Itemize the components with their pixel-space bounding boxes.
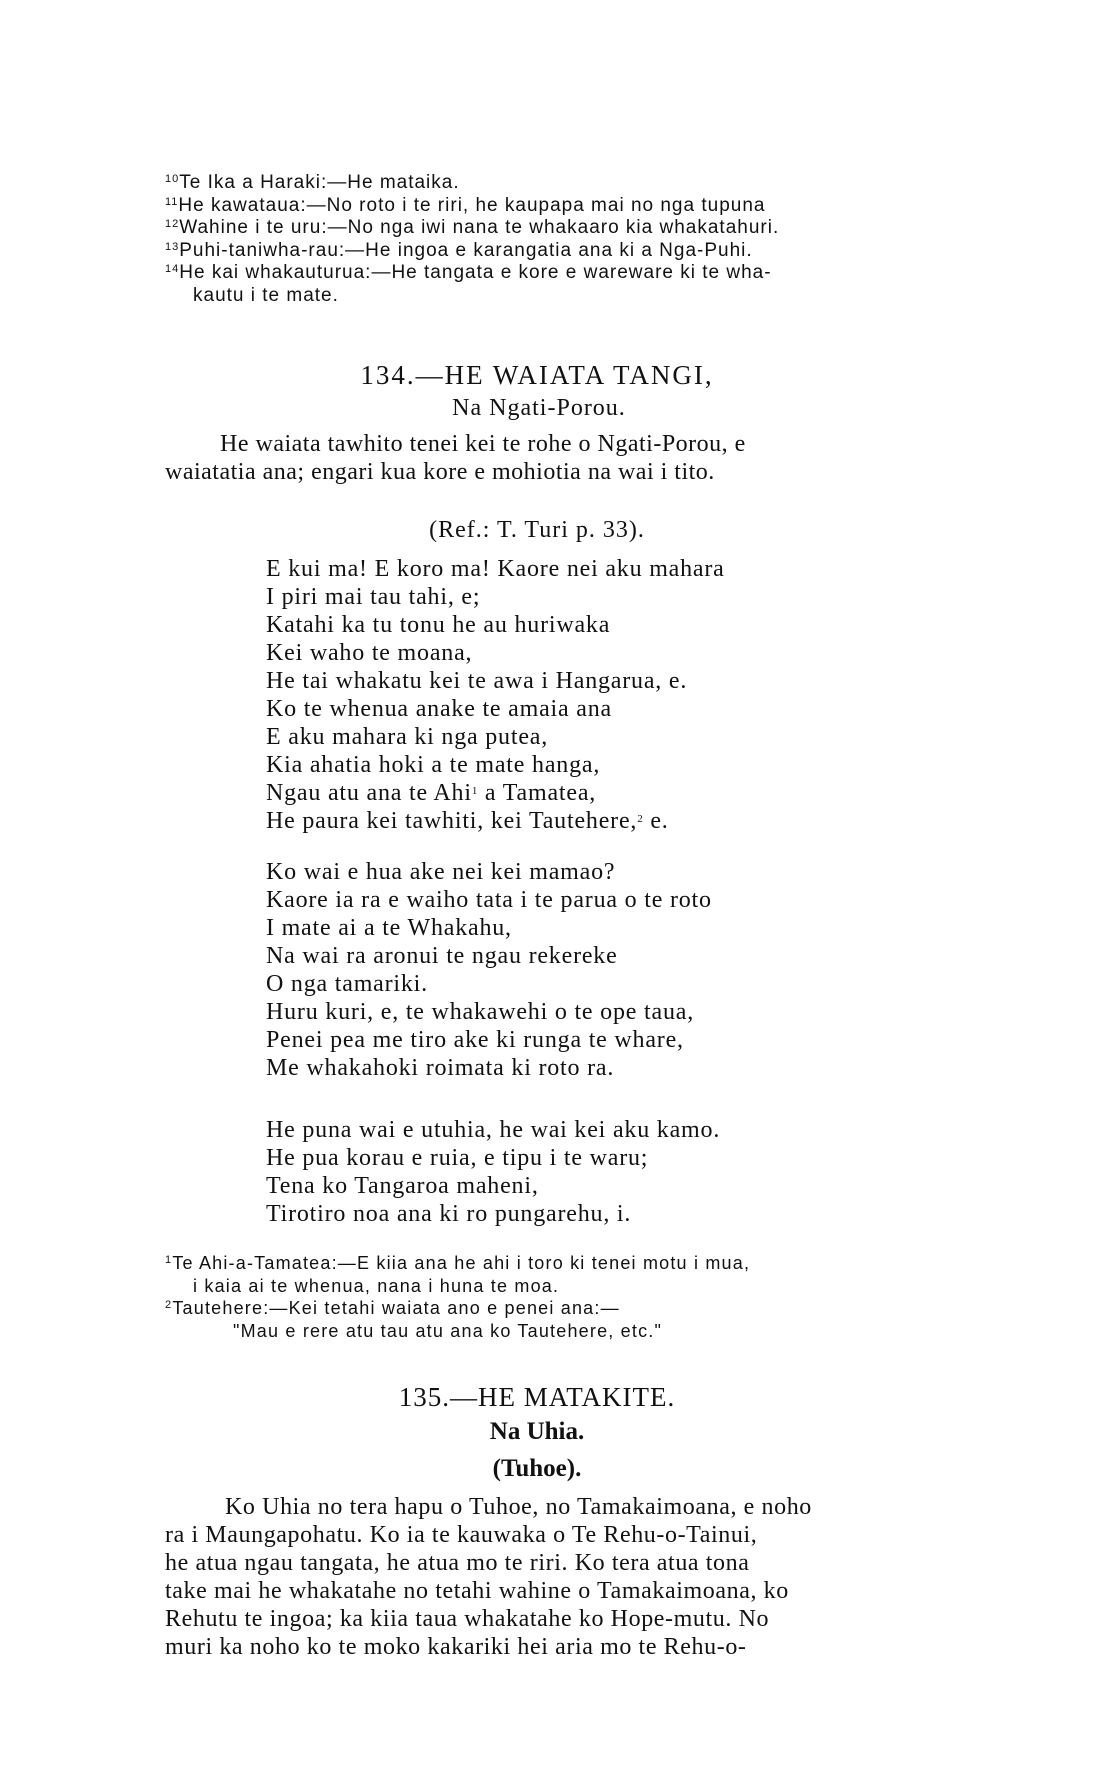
verse-line: Kei waho te moana, — [266, 640, 473, 666]
verse-line: E kui ma! E koro ma! Kaore nei aku mahara — [266, 556, 725, 582]
verse-line: Ko te whenua anake te amaia ana — [266, 696, 612, 722]
verse-line: Na wai ra aronui te ngau rekereke — [266, 943, 618, 969]
song-134-stanza-1 — [266, 555, 966, 835]
footnote-1: $^1$Te Ahi-a-Tamatea:—E kiia ana he ahi i toro ki tenei motu i mua, — [165, 1253, 751, 1273]
footnote-marker: 1 — [471, 785, 479, 797]
verse-line: He paura kei tawhiti, kei Tautehere,$^2$ e. — [266, 808, 669, 834]
footnotes-previous-song — [165, 172, 955, 308]
intro-line: He waiata tawhito tenei kei te rohe o Ngati-Porou, e — [220, 431, 746, 457]
verse-line: I piri mai tau tahi, e; — [266, 584, 481, 610]
footnote-12: $^{12}$Wahine i te uru:—No nga iwi nana te whakaaro kia whakatahuri. — [165, 217, 780, 239]
verse-line: He puna wai e utuhia, he wai kei aku kamo. — [266, 1117, 721, 1143]
song-134-intro — [165, 430, 955, 486]
verse-line: I mate ai a te Whakahu, — [266, 915, 512, 941]
verse-line: O nga tamariki. — [266, 971, 428, 997]
song-134-stanza-3 — [266, 1116, 966, 1228]
verse-line: Huru kuri, e, te whakawehi o te ope taua, — [266, 999, 694, 1025]
verse-line: Ko wai e hua ake nei kei mamao? — [266, 859, 616, 885]
body-line: he atua ngau tangata, he atua mo te riri. Ko tera atua tona — [165, 1550, 750, 1576]
body-line: take mai he whakatahe no tetahi wahine o Tamakaimoana, ko — [165, 1578, 789, 1604]
song-134-title: 134.—HE WAIATA TANGI, — [360, 360, 714, 390]
footnote-14: $^{14}$He kai whakauturua:—He tangata e kore e wareware ki te wha- — [165, 262, 772, 284]
footnote-2-continued: "Mau e rere atu tau atu ana ko Tautehere, etc." — [233, 1320, 663, 1341]
song-134-subtitle: Na Ngati-Porou. — [452, 395, 626, 421]
verse-line: Ngau atu ana te Ahi$^1$ a Tamatea, — [266, 780, 597, 806]
footnote-10: $^{10}$Te Ika a Haraki:—He mataika. — [165, 172, 460, 193]
footnote-13: $^{13}$Puhi-taniwha-rau:—He ingoa e karangatia ana ki a Nga-Puhi. — [165, 239, 753, 261]
body-line: muri ka noho ko te moko kakariki hei aria mo te Rehu-o- — [165, 1634, 747, 1660]
footnote-2: $^2$Tautehere:—Kei tetahi waiata ano e penei ana:— — [165, 1298, 620, 1318]
verse-line: Me whakahoki roimata ki roto ra. — [266, 1055, 615, 1081]
verse-line: Tena ko Tangaroa maheni, — [266, 1173, 539, 1199]
verse-line: Kia ahatia hoki a te mate hanga, — [266, 752, 601, 778]
footnote-11: $^{11}$He kawataua:—No roto i te riri, he kaupapa mai no nga tupuna — [165, 194, 766, 216]
song-135-subtitle: Na Uhia. — [489, 1418, 585, 1445]
song-135-tribe: (Tuhoe). — [492, 1455, 582, 1482]
intro-line: waiatatia ana; engari kua kore e mohiotia na wai i tito. — [165, 459, 715, 485]
verse-line: He tai whakatu kei te awa i Hangarua, e. — [266, 668, 688, 694]
song-134-stanza-2 — [266, 858, 966, 1082]
verse-line: Tirotiro noa ana ki ro pungarehu, i. — [266, 1201, 632, 1227]
footnote-marker: 2 — [637, 813, 644, 825]
body-line: Rehutu te ingoa; ka kiia taua whakatahe ko Hope-mutu. No — [165, 1606, 770, 1632]
footnote-1-continued: i kaia ai te whenua, nana i huna te moa. — [193, 1275, 560, 1296]
song-135-title: 135.—HE MATAKITE. — [398, 1382, 676, 1412]
body-line: ra i Maungapohatu. Ko ia te kauwaka o Te Rehu-o-Tainui, — [165, 1522, 758, 1548]
verse-line: Penei pea me tiro ake ki runga te whare, — [266, 1027, 684, 1053]
footnote-14-continued: kautu i te mate. — [193, 284, 339, 306]
verse-line: He pua korau e ruia, e tipu i te waru; — [266, 1145, 649, 1171]
song-135-body — [165, 1493, 955, 1661]
verse-line: Kaore ia ra e waiho tata i te parua o te roto — [266, 887, 712, 913]
verse-line: E aku mahara ki nga putea, — [266, 724, 549, 750]
song-134-reference: (Ref.: T. Turi p. 33). — [429, 517, 645, 543]
verse-line: Katahi ka tu tonu he au huriwaka — [266, 612, 611, 638]
song-134-footnotes — [165, 1252, 965, 1342]
body-line: Ko Uhia no tera hapu o Tuhoe, no Tamakaimoana, e noho — [225, 1494, 812, 1520]
